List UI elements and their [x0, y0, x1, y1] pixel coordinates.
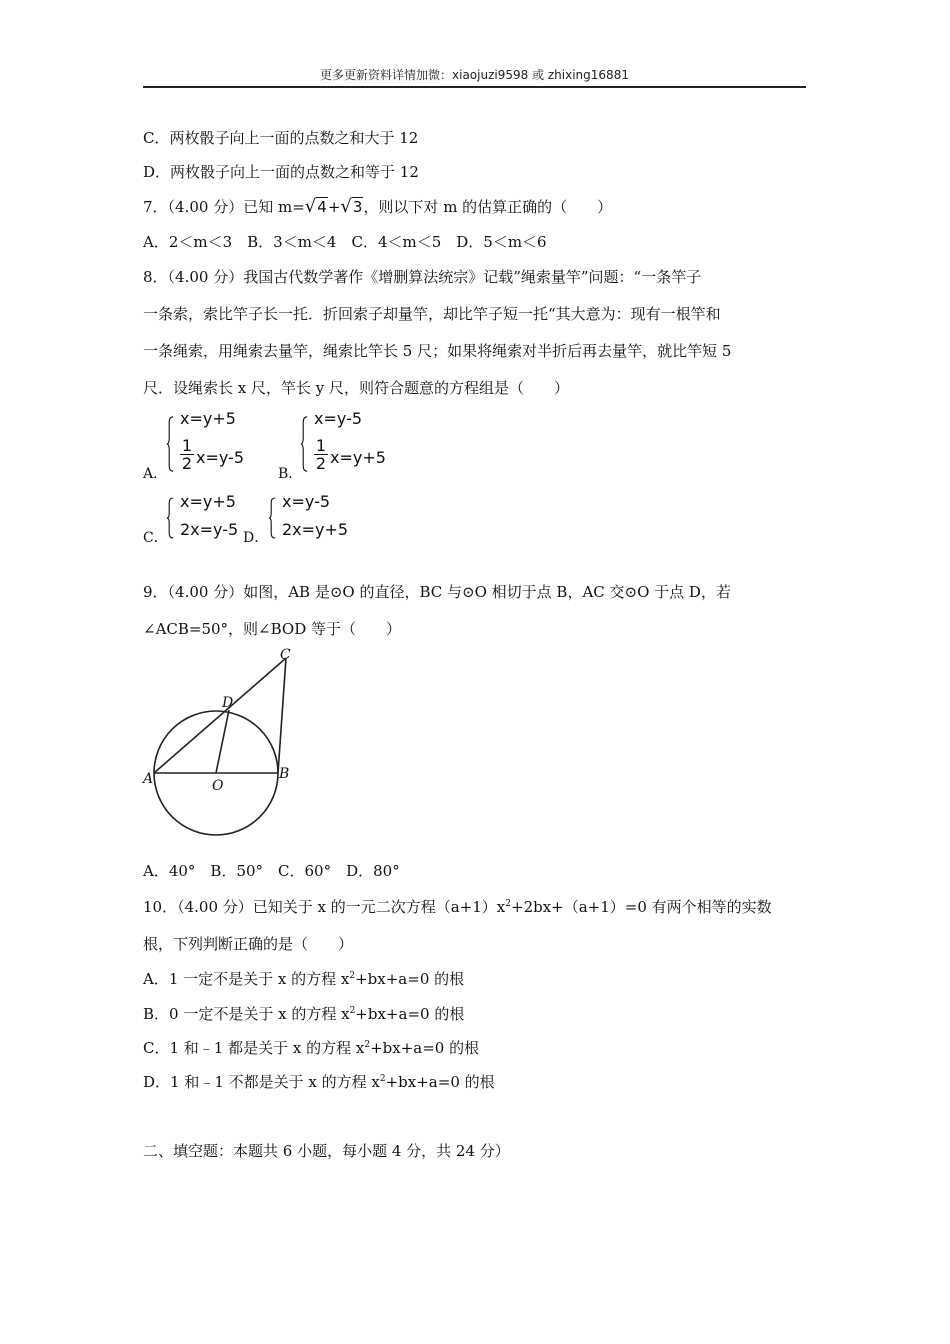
q8-option-c-eq1: x=y+5 — [180, 492, 236, 511]
q8-stem-line2: 一条索，索比竿子长一托．折回索子却量竿，却比竿子短一托“其大意为：现有一根竿和 — [143, 305, 721, 323]
q7-stem-suffix: ，则以下对 m 的估算正确的（ ） — [363, 198, 613, 216]
q10-option-c — [143, 1038, 479, 1058]
q7-stem-prefix: 7．（4.00 分）已知 m= — [143, 198, 305, 216]
superscript: 2 — [349, 971, 356, 981]
brace-icon — [166, 492, 174, 544]
option-text: D．1 和﹣1 不都是关于 x 的方程 x — [143, 1073, 380, 1091]
q8-option-b-fraction — [314, 437, 328, 472]
q10-stem-line1 — [143, 897, 772, 917]
q8-option-a-label: A． — [143, 466, 168, 482]
q8-option-c-label: C． — [143, 530, 168, 546]
label-b: B — [279, 766, 290, 782]
label-a: A — [143, 771, 154, 787]
q7-sqrt-b: 3 — [352, 198, 363, 216]
q8-option-b-system — [300, 409, 410, 479]
q10-option-b — [143, 1004, 464, 1024]
label-o: O — [212, 778, 224, 794]
q10-stem-line2: 根，下列判断正确的是（ ） — [143, 935, 354, 953]
q8-option-b-eq2: x=y+5 — [330, 448, 386, 467]
q10-stem-text: 10．（4.00 分）已知关于 x 的一元二次方程（a+1）x — [143, 898, 506, 916]
superscript: 2 — [349, 1006, 356, 1016]
section-2-title: 二、填空题：本题共 6 小题，每小题 4 分，共 24 分） — [143, 1142, 510, 1160]
q8-option-a-eq1: x=y+5 — [180, 409, 236, 428]
brace-icon — [268, 492, 276, 544]
option-text: +bx+a=0 的根 — [370, 1039, 480, 1057]
q7-sqrt-a: 4 — [317, 198, 327, 216]
q9-stem-line2: ∠ACB=50°，则∠BOD 等于（ ） — [143, 620, 402, 638]
segment-bc — [278, 658, 286, 773]
brace-icon — [166, 409, 174, 479]
q8-option-b-label: B． — [278, 466, 303, 482]
option-text: A．1 一定不是关于 x 的方程 x — [143, 970, 350, 988]
q7-options: A．2＜m＜3 B．3＜m＜4 C．4＜m＜5 D．5＜m＜6 — [143, 233, 547, 251]
q8-option-a-system — [166, 409, 276, 479]
option-text: +bx+a=0 的根 — [355, 1005, 465, 1023]
q6-option-d: D．两枚骰子向上一面的点数之和等于 12 — [143, 163, 419, 181]
q8-option-a-eq2: x=y-5 — [196, 448, 245, 467]
header-divider — [143, 86, 806, 88]
superscript: 2 — [505, 899, 511, 909]
q8-option-d-system — [268, 492, 358, 544]
q8-option-d-label: D． — [243, 530, 269, 546]
sqrt-symbol: √ — [304, 196, 317, 217]
q8-option-c-eq2: 2x=y-5 — [180, 520, 239, 539]
fraction-numerator: 1 — [315, 436, 327, 455]
q8-stem-line3: 一条绳索，用绳索去量竿，绳索比竿长 5 尺；如果将绳索对半折后再去量竿，就比竿短 5 — [143, 342, 732, 360]
q9-geometry-figure — [138, 642, 308, 842]
q10-stem-text: +2bx+（a+1）=0 有两个相等的实数 — [511, 898, 772, 916]
q8-option-b-eq1: x=y-5 — [314, 409, 363, 428]
q10-option-a — [143, 969, 464, 989]
superscript: 2 — [379, 1074, 386, 1084]
q8-option-a-fraction — [180, 437, 194, 472]
page-header: 更多更新资料详情加微：xiaojuzi9598 或 zhixing16881 — [320, 68, 629, 82]
option-text: B．0 一定不是关于 x 的方程 x — [143, 1005, 350, 1023]
label-d: D — [222, 695, 234, 711]
q7-stem — [143, 197, 612, 217]
sqrt-symbol: √ — [340, 196, 352, 217]
option-text: C．1 和﹣1 都是关于 x 的方程 x — [143, 1039, 365, 1057]
option-text: +bx+a=0 的根 — [355, 970, 465, 988]
fraction-denominator: 2 — [181, 454, 193, 473]
label-c: C — [280, 647, 291, 663]
fraction-denominator: 2 — [315, 454, 327, 473]
segment-od — [216, 710, 229, 773]
q8-option-d-eq1: x=y-5 — [282, 492, 331, 511]
q8-stem-line4: 尺．设绳索长 x 尺，竿长 y 尺，则符合题意的方程组是（ ） — [143, 379, 570, 397]
q9-stem-line1: 9．（4.00 分）如图，AB 是⊙O 的直径，BC 与⊙O 相切于点 B，AC 交⊙O 于点 D，若 — [143, 583, 731, 601]
q8-stem-line1: 8．（4.00 分）我国古代数学著作《增删算法统宗》记载”绳索量竿”问题：“一条竿子 — [143, 268, 702, 286]
q6-option-c: C．两枚骰子向上一面的点数之和大于 12 — [143, 129, 419, 147]
fraction-numerator: 1 — [181, 436, 193, 455]
q10-option-d — [143, 1072, 495, 1092]
option-text: +bx+a=0 的根 — [385, 1073, 495, 1091]
q9-options: A．40° B．50° C．60° D．80° — [143, 862, 400, 880]
superscript: 2 — [364, 1040, 371, 1050]
q7-plus: + — [327, 198, 341, 216]
brace-icon — [300, 409, 308, 479]
q8-option-d-eq2: 2x=y+5 — [282, 520, 349, 539]
